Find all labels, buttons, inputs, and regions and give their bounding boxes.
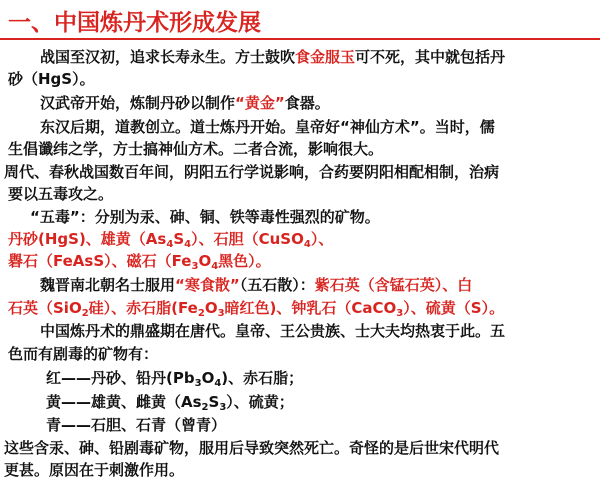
- highlight-text: S: [173, 230, 185, 248]
- text-segment: 黄——雄黄、雌黄（As: [46, 393, 202, 411]
- text-segment: )、赤石脂；: [221, 369, 304, 387]
- text-line: [40, 46, 505, 68]
- subscript: 3: [219, 402, 227, 413]
- subscript: 3: [396, 308, 404, 319]
- text-line: [8, 250, 271, 272]
- highlight-text: 食金服玉: [295, 48, 356, 66]
- text-segment: ）、硫黄；: [226, 393, 294, 411]
- subscript: 4: [211, 261, 219, 272]
- slide-title: 一、中国炼丹术形成发展: [8, 10, 261, 36]
- highlight-text: 硅）、赤石脂(Fe: [88, 299, 198, 317]
- subscript: 2: [197, 308, 205, 319]
- text-line: [8, 297, 504, 319]
- text-line: [30, 206, 380, 228]
- subscript: 4: [214, 378, 222, 389]
- highlight-text: ）、石胆（CuSO: [191, 230, 304, 248]
- highlight-text: O: [204, 299, 218, 317]
- subscript: 3: [191, 261, 199, 272]
- highlight-text: 紫石英（含锰石英）、白: [314, 276, 473, 294]
- text-line: [40, 320, 505, 342]
- text-segment: 可不死，其中就包括丹: [355, 48, 506, 66]
- highlight-text: 丹砂(HgS)、雄黄（As: [8, 230, 167, 248]
- text-line: [8, 183, 113, 205]
- text-segment: 生倡谶纬之学，方士搞神仙方术。二者合流，影响很大。: [8, 140, 384, 158]
- text-line: [4, 437, 499, 459]
- text-line: [46, 414, 226, 436]
- highlight-text: 黑色）。: [218, 252, 271, 270]
- highlight-text: O: [198, 252, 212, 270]
- text-segment: 战国至汉初，追求长寿永生。方士鼓吹: [40, 48, 296, 66]
- text-segment: 汉武帝开始，炼制丹砂以制作: [40, 94, 236, 112]
- subscript: 2: [201, 402, 209, 413]
- text-line: [40, 274, 472, 296]
- text-segment: S: [208, 393, 220, 411]
- text-line: [40, 116, 495, 138]
- text-segment: 青——石胆、石青（曾青）: [46, 416, 227, 434]
- subscript: 3: [217, 308, 225, 319]
- highlight-text: 石英（SiO: [8, 299, 82, 317]
- text-segment: 红——丹砂、铅丹(Pb: [46, 369, 195, 387]
- title-underline: [0, 38, 600, 40]
- text-line: [8, 68, 95, 90]
- text-segment: （五石散）：: [239, 276, 315, 294]
- subscript: 4: [303, 239, 311, 250]
- text-segment: 这些含汞、砷、铅剧毒矿物，服用后导致突然死亡。奇怪的是后世宋代明代: [4, 439, 500, 457]
- subscript: 4: [166, 239, 174, 250]
- highlight-text: 暗红色)、钟乳石（CaCO: [224, 299, 397, 317]
- text-segment: 食器。: [284, 94, 330, 112]
- text-segment: 周代、春秋战国数百年间，阴阳五行学说影响，合药要阴阳相配相制，治病: [4, 163, 500, 181]
- subscript: 3: [194, 378, 202, 389]
- highlight-text: ）、: [310, 230, 334, 248]
- text-line: [8, 343, 158, 365]
- text-segment: 魏晋南北朝名士服用: [40, 276, 176, 294]
- text-line: [8, 228, 333, 250]
- text-line: [4, 161, 499, 183]
- text-line: [40, 92, 330, 114]
- highlight-text: “黄金”: [235, 94, 285, 112]
- text-line: [8, 138, 383, 160]
- text-segment: 色而有剧毒的矿物有：: [8, 345, 159, 363]
- text-line: [4, 459, 184, 481]
- text-segment: 中国炼丹术的鼎盛期在唐代。皇帝、王公贵族、士大夫均热衷于此。五: [40, 322, 506, 340]
- highlight-text: “寒食散”: [175, 276, 240, 294]
- text-line: [46, 391, 294, 413]
- subscript: 4: [184, 239, 192, 250]
- highlight-text: ）、硫黄（S）。: [403, 299, 505, 317]
- text-segment: “五毒”：分别为汞、砷、铜、铁等毒性强烈的矿物。: [30, 208, 380, 226]
- text-segment: 东汉后期，道教创立。道士炼丹开始。皇帝好“神仙方术”。当时，儒: [40, 118, 495, 136]
- text-segment: 更甚。原因在于刺激作用。: [4, 461, 185, 479]
- text-segment: O: [201, 369, 215, 387]
- subscript: 2: [81, 308, 89, 319]
- text-line: [46, 367, 303, 389]
- text-segment: 要以五毒攻之。: [8, 185, 114, 203]
- text-segment: 砂（HgS）。: [8, 70, 95, 88]
- highlight-text: 礜石（FeAsS）、磁石（Fe: [8, 252, 192, 270]
